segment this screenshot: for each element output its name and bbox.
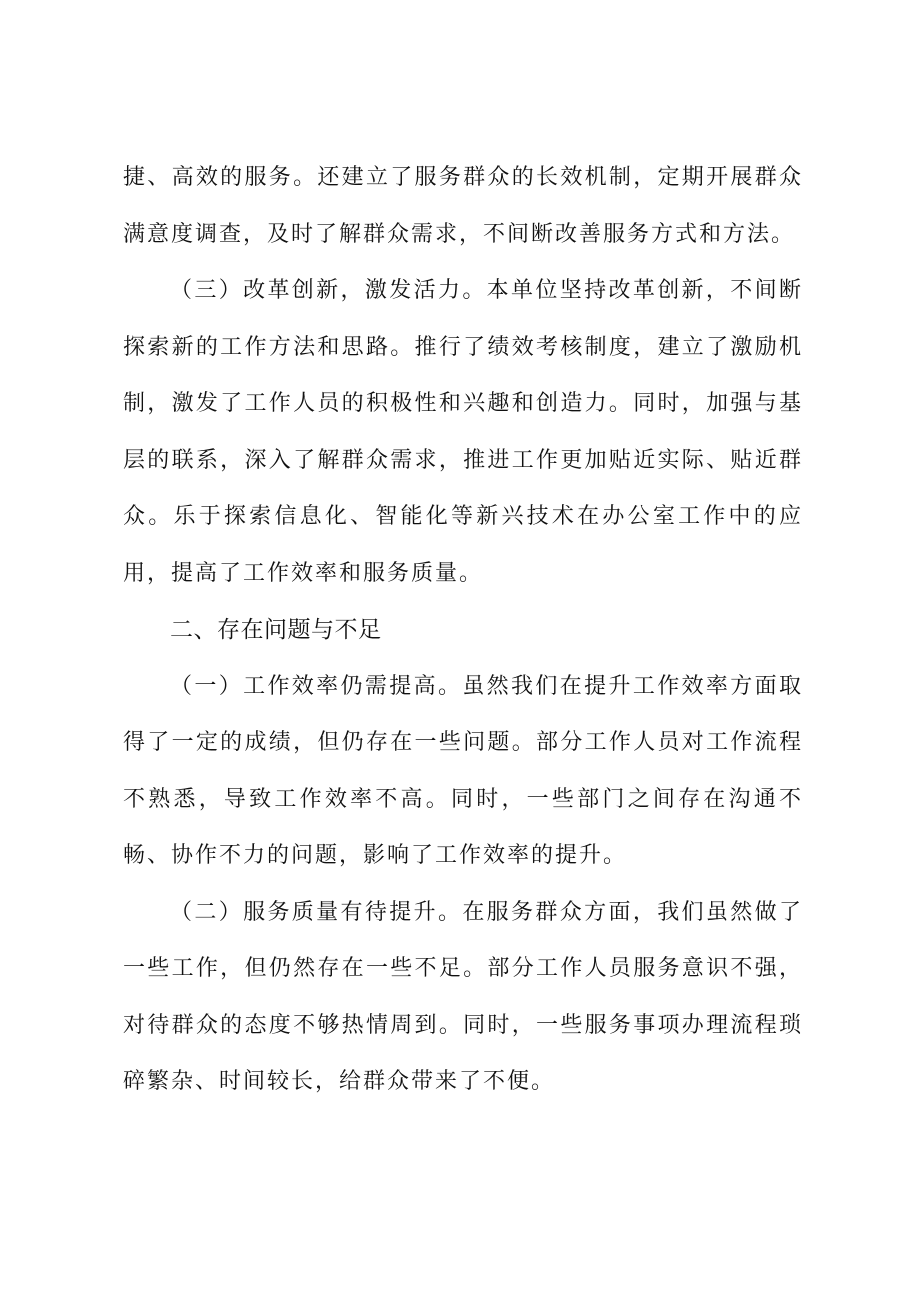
- paragraph-service-mechanism: 捷、高效的服务。还建立了服务群众的长效机制，定期开展群众满意度调查，及时了解群众需求，不间断改善服务方式和方法。: [123, 165, 803, 247]
- document-body: [123, 150, 803, 1111]
- section-heading-problems: 二、存在问题与不足: [170, 617, 382, 643]
- paragraph-reform-innovation: （三）改革创新，激发活力。本单位坚持改革创新，不间断探索新的工作方法和思路。推行了绩效考核制度，建立了激励机制，激发了工作人员的积极性和兴趣和创造力。同时，加强与基层的联系，深入了解群众需求，推进工作更加贴近实际、贴近群众。乐于探索信息化、智能化等新兴技术在办公室工作中的应用，提高了工作效率和服务质量。: [123, 278, 803, 586]
- paragraph-service-quality-issue: （二）服务质量有待提升。在服务群众方面，我们虽然做了一些工作，但仍然存在一些不足。部分工作人员服务意识不强，对待群众的态度不够热情周到。同时，一些服务事项办理流程琐碎繁杂、时间较长，给群众带来了不便。: [123, 899, 803, 1094]
- paragraph-efficiency-issue: （一）工作效率仍需提高。虽然我们在提升工作效率方面取得了一定的成绩，但仍存在一些问题。部分工作人员对工作流程不熟悉，导致工作效率不高。同时，一些部门之间存在沟通不畅、协作不力的问题，影响了工作效率的提升。: [123, 673, 803, 868]
